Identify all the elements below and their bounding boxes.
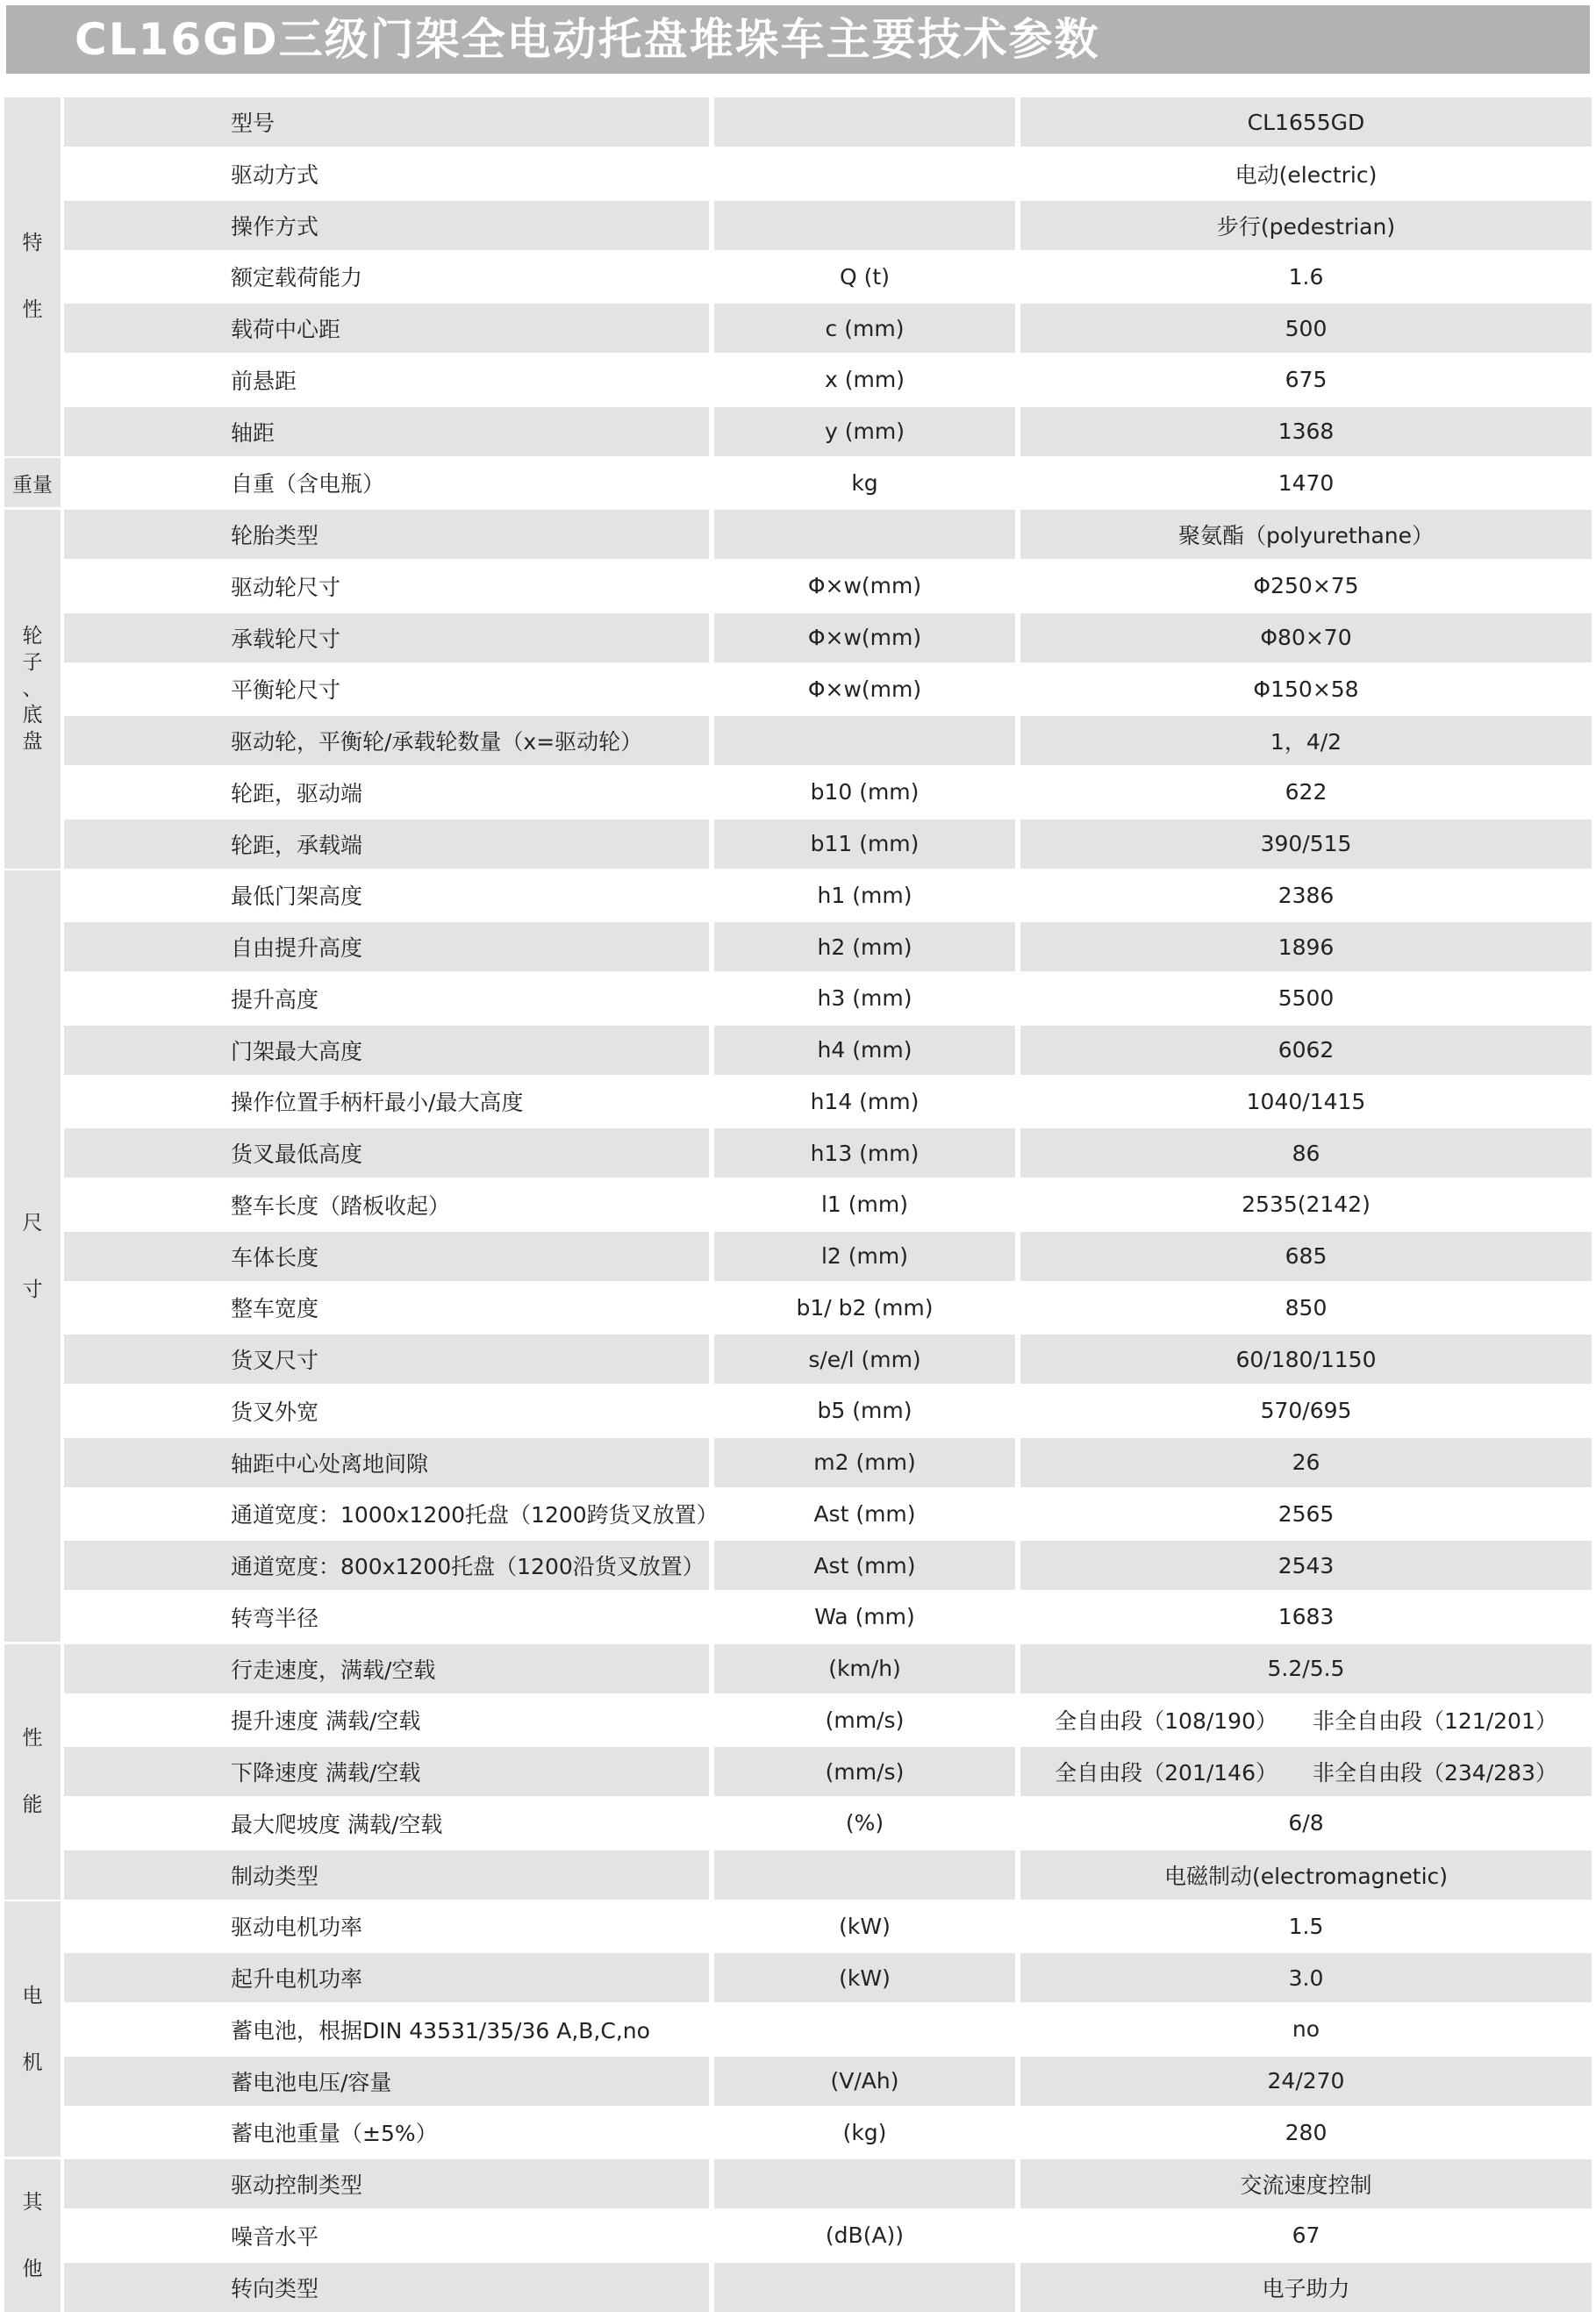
section-label-char: 子 [22, 651, 43, 675]
page-title: CL16GD三级门架全电动托盘堆垛车主要技术参数 [75, 14, 1100, 65]
row-unit: b10 (mm) [810, 779, 920, 805]
row-value-part: 5500 [1278, 985, 1335, 1012]
row-value [1020, 1489, 1592, 1538]
row-value-part: Φ80×70 [1260, 625, 1352, 650]
row-value [1020, 407, 1592, 456]
row-label: 额定载荷能力 [231, 265, 363, 291]
row-value [1020, 304, 1592, 353]
row-value-part: 6/8 [1288, 1810, 1324, 1836]
row-unit: Φ×w(mm) [714, 613, 1015, 662]
row-unit: Wa (mm) [814, 1604, 915, 1630]
row-unit [714, 97, 1015, 147]
row-value [1020, 768, 1592, 817]
section-label-char: 底 [22, 704, 43, 727]
row-value-part: 24/270 [1267, 2068, 1345, 2094]
row-value-part: 86 [1292, 1140, 1320, 1166]
section-label [4, 1901, 61, 2157]
row-value [1020, 664, 1592, 713]
row-value-part: 交流速度控制 [1240, 2172, 1372, 2198]
row-unit: h2 (mm) [714, 922, 1015, 971]
section-label-char: 其 [22, 2190, 43, 2214]
row-value [1020, 2159, 1592, 2208]
section-label [4, 510, 61, 869]
row-unit: (%) [845, 1810, 884, 1836]
row-unit: m2 (mm) [714, 1438, 1015, 1487]
row-label: 驱动电机功率 [231, 1915, 363, 1941]
row-value-part: 622 [1285, 779, 1328, 805]
row-label: 驱动轮尺寸 [231, 574, 341, 600]
row-label: 驱动控制类型 [64, 2159, 709, 2208]
row-value [1020, 1128, 1592, 1177]
row-label: 门架最大高度 [64, 1026, 709, 1075]
row-unit: Ast (mm) [813, 1500, 916, 1527]
row-value [1020, 252, 1592, 301]
row-label: 操作方式 [64, 201, 709, 250]
section-label-char: 电 [22, 1984, 43, 2008]
row-value [1020, 1901, 1592, 1951]
row-value [1020, 1695, 1592, 1744]
row-value-part: 电磁制动(electromagnetic) [1163, 1863, 1449, 1889]
section-label [4, 870, 61, 1642]
row-label: 货叉外宽 [231, 1399, 319, 1425]
row-unit: h3 (mm) [817, 985, 913, 1012]
row-unit: (mm/s) [825, 1707, 905, 1733]
row-unit: l1 (mm) [820, 1192, 908, 1218]
row-label: 噪音水平 [231, 2223, 319, 2250]
row-value [1020, 922, 1592, 971]
row-value-part: Φ250×75 [1253, 573, 1359, 599]
row-value-part: 390/515 [1260, 831, 1352, 856]
row-value-part: 2535(2142) [1242, 1192, 1371, 1218]
row-value [1020, 1232, 1592, 1281]
row-value [1020, 974, 1592, 1023]
section-label-char: 轮 [22, 625, 43, 648]
row-value [1020, 1850, 1592, 1900]
row-label: 驱动方式 [231, 161, 319, 188]
row-label: 货叉最低高度 [64, 1128, 709, 1177]
row-value [1020, 1541, 1592, 1590]
row-unit [714, 1850, 1015, 1900]
section-label-char: 能 [22, 1793, 43, 1816]
row-unit [714, 716, 1015, 765]
section-label-char: 他 [22, 2257, 43, 2280]
row-value-part: 全自由段（201/146） [1055, 1760, 1278, 1786]
row-value [1020, 458, 1592, 507]
row-unit: b11 (mm) [714, 820, 1015, 869]
row-label: 轴距 [64, 407, 709, 456]
row-value-part: 非全自由段（121/201） [1313, 1708, 1557, 1735]
row-value-part: 1683 [1278, 1604, 1335, 1630]
row-value-part: 电动(electric) [1235, 161, 1378, 188]
row-label: 驱动轮，平衡轮/承载轮数量（x=驱动轮） [64, 716, 709, 765]
row-label: 通道宽度：1000x1200托盘（1200跨货叉放置） [231, 1502, 719, 1528]
row-value [1020, 1283, 1592, 1332]
row-label: 制动类型 [64, 1850, 709, 1900]
row-unit: s/e/l (mm) [714, 1335, 1015, 1384]
row-label: 转弯半径 [231, 1605, 319, 1631]
row-value-part: 500 [1285, 315, 1328, 341]
row-value [1020, 820, 1592, 869]
row-unit: b5 (mm) [817, 1398, 913, 1424]
row-label: 行走速度，满载/空载 [64, 1644, 709, 1693]
row-value-part: 1.5 [1288, 1913, 1324, 1939]
row-label: 自重（含电瓶） [231, 471, 385, 497]
row-value [1020, 201, 1592, 250]
section-label-char: 性 [22, 298, 43, 322]
row-value [1020, 1180, 1592, 1229]
row-value [1020, 1386, 1592, 1435]
section-label [4, 2159, 61, 2312]
row-label: 整车宽度 [231, 1296, 319, 1322]
section-label-char: 特 [22, 232, 43, 255]
section-label-char: 机 [22, 2051, 43, 2074]
row-label: 通道宽度：800x1200托盘（1200沿货叉放置） [64, 1541, 709, 1590]
row-label: 自由提升高度 [64, 922, 709, 971]
row-label: 轮距，驱动端 [231, 780, 363, 806]
row-unit: Φ×w(mm) [807, 573, 922, 599]
row-label: 转向类型 [64, 2263, 709, 2312]
row-value [1020, 2211, 1592, 2260]
row-unit: (kW) [839, 1913, 891, 1939]
row-label: 蓄电池，根据DIN 43531/35/36 A,B,C,no [231, 2017, 650, 2044]
row-unit: h14 (mm) [810, 1088, 920, 1114]
row-value [1020, 1026, 1592, 1075]
row-value [1020, 562, 1592, 611]
row-unit: Φ×w(mm) [807, 676, 922, 702]
row-value-part: 全自由段（108/190） [1055, 1708, 1278, 1735]
row-unit: (kg) [842, 2119, 887, 2145]
row-value-part: 2386 [1278, 882, 1335, 908]
row-value-part: CL1655GD [1247, 109, 1365, 135]
row-unit: l2 (mm) [714, 1232, 1015, 1281]
row-value-part: 聚氨酯（polyurethane） [1177, 523, 1435, 548]
row-unit [714, 2263, 1015, 2312]
row-label: 提升高度 [231, 986, 319, 1013]
row-value-part: 1368 [1278, 419, 1335, 444]
row-value-part: 2543 [1278, 1552, 1335, 1578]
row-unit [714, 201, 1015, 250]
row-label: 蓄电池电压/容量 [64, 2057, 709, 2106]
row-unit [714, 2159, 1015, 2208]
row-unit: (mm/s) [714, 1747, 1015, 1796]
row-value [1020, 1593, 1592, 1642]
row-value [1020, 1799, 1592, 1848]
row-value-part: no [1292, 2016, 1320, 2043]
row-value-part: Φ150×58 [1253, 676, 1359, 702]
row-value [1020, 716, 1592, 765]
section-label-char: 、 [22, 677, 43, 701]
row-value-part: 1470 [1278, 469, 1335, 496]
row-label: 下降速度 满载/空载 [64, 1747, 709, 1796]
row-value-part: 280 [1285, 2119, 1328, 2145]
row-label: 最低门架高度 [231, 884, 363, 910]
row-value [1020, 510, 1592, 559]
row-value [1020, 2005, 1592, 2054]
section-label-char: 寸 [22, 1278, 43, 1301]
row-unit: x (mm) [825, 367, 905, 393]
row-value-part: 5.2/5.5 [1267, 1656, 1345, 1681]
section-label-char: 性 [22, 1727, 43, 1750]
row-unit: Q (t) [840, 263, 890, 290]
row-value [1020, 1335, 1592, 1384]
row-value [1020, 2057, 1592, 2106]
row-unit: h4 (mm) [714, 1026, 1015, 1075]
row-unit [714, 2005, 1015, 2054]
title-bar [6, 5, 1590, 74]
row-value [1020, 1438, 1592, 1487]
row-label: 平衡轮尺寸 [231, 677, 341, 704]
row-value [1020, 97, 1592, 147]
row-unit [714, 149, 1015, 198]
row-label: 起升电机功率 [64, 1953, 709, 2002]
row-unit: (dB(A)) [825, 2223, 905, 2249]
row-label: 最大爬坡度 满载/空载 [231, 1811, 443, 1837]
row-value-part: 60/180/1150 [1235, 1346, 1377, 1372]
row-value [1020, 613, 1592, 662]
row-value [1020, 149, 1592, 198]
row-value-part: 6062 [1278, 1037, 1335, 1063]
row-value-part: 步行(pedestrian) [1216, 213, 1396, 240]
row-value-part: 1.6 [1288, 263, 1324, 290]
row-unit: kg [851, 469, 878, 496]
row-label: 蓄电池重量（±5%） [231, 2121, 438, 2147]
row-label: 轴距中心处离地间隙 [64, 1438, 709, 1487]
row-value-part: 2565 [1278, 1500, 1335, 1527]
row-label: 轮距，承载端 [64, 820, 709, 869]
row-label: 载荷中心距 [64, 304, 709, 353]
row-label: 车体长度 [64, 1232, 709, 1281]
row-value [1020, 870, 1592, 920]
row-value [1020, 2108, 1592, 2157]
row-unit: b1/ b2 (mm) [796, 1294, 934, 1321]
row-unit: c (mm) [714, 304, 1015, 353]
row-value-part: 26 [1292, 1449, 1320, 1475]
row-value-part: 570/695 [1260, 1398, 1352, 1424]
row-unit: (km/h) [714, 1644, 1015, 1693]
row-value-part: 67 [1292, 2223, 1320, 2249]
row-unit: y (mm) [714, 407, 1015, 456]
row-value [1020, 1747, 1592, 1796]
row-value-part: 685 [1285, 1243, 1328, 1269]
row-value-part: 675 [1285, 367, 1328, 393]
row-value [1020, 1644, 1592, 1693]
row-label: 轮胎类型 [64, 510, 709, 559]
row-value [1020, 355, 1592, 404]
row-unit: Ast (mm) [714, 1541, 1015, 1590]
row-label: 提升速度 满载/空载 [231, 1708, 421, 1735]
row-unit: h13 (mm) [714, 1128, 1015, 1177]
section-label-char: 尺 [22, 1211, 43, 1235]
row-value [1020, 2263, 1592, 2312]
row-value-part: 1040/1415 [1246, 1088, 1366, 1114]
section-label [4, 97, 61, 456]
row-value-part: 1896 [1278, 934, 1335, 960]
row-unit [714, 510, 1015, 559]
row-label: 货叉尺寸 [64, 1335, 709, 1384]
row-label: 操作位置手柄杆最小/最大高度 [231, 1090, 524, 1116]
section-label [4, 458, 61, 507]
row-label: 前悬距 [231, 368, 297, 394]
row-value-part: 3.0 [1288, 1965, 1324, 1991]
row-value [1020, 1077, 1592, 1126]
section-label-char: 重量 [12, 473, 53, 497]
row-value [1020, 1953, 1592, 2002]
row-unit: h1 (mm) [817, 882, 913, 908]
row-label: 承载轮尺寸 [64, 613, 709, 662]
section-label [4, 1644, 61, 1900]
row-value-part: 非全自由段（234/283） [1313, 1760, 1557, 1786]
row-value-part: 850 [1285, 1294, 1328, 1321]
row-label: 整车长度（踏板收起） [231, 1192, 451, 1219]
row-label: 型号 [64, 97, 709, 147]
row-unit: (kW) [714, 1953, 1015, 2002]
section-label-char: 盘 [22, 730, 43, 754]
row-unit: (V/Ah) [714, 2057, 1015, 2106]
row-value-part: 电子助力 [1262, 2275, 1350, 2301]
row-value-part: 1，4/2 [1270, 729, 1342, 755]
